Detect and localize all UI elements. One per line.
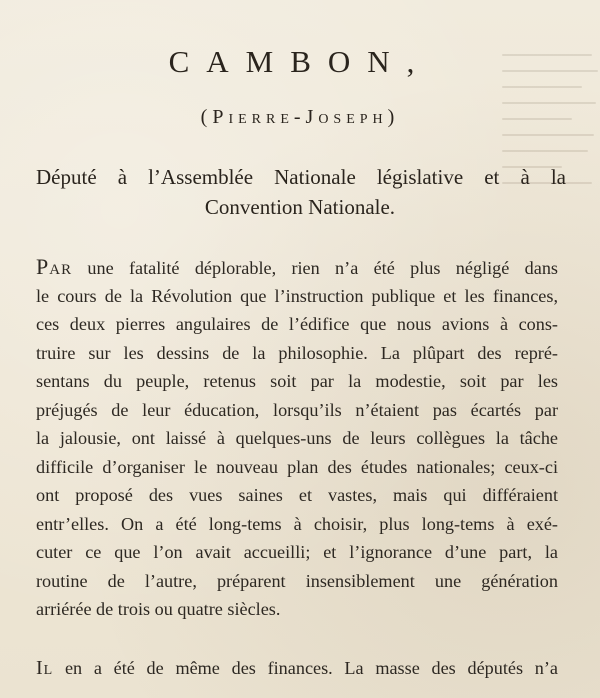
text-line: Par une fatalité déplorable, rien n’a été plus négligé dans xyxy=(36,254,558,279)
text-line: le cours de la Révolution que l’instruction publique et les finances, xyxy=(36,285,558,306)
text-line: Il en a été de même des finances. La masse des députés n’a xyxy=(36,657,558,679)
text-line: entr’elles. On a été long-tems à choisir, plus long-tems à exé- xyxy=(36,513,558,534)
text-line: difficile d’organiser le nouveau plan des études nationales; ceux-ci xyxy=(36,456,558,477)
heading-line-1: Député à l’Assemblée Nationale législative et à la xyxy=(36,165,566,189)
text-line: routine de l’autre, préparent insensiblement une génération xyxy=(36,570,558,591)
drop-cap: Par xyxy=(36,254,73,279)
text-line: truire sur les dessins de la philosophie. La plûpart des repré- xyxy=(36,342,558,363)
text-line: arriérée de trois ou quatre siècles. xyxy=(36,599,281,619)
heading-line-2: Convention Nationale. xyxy=(204,195,396,219)
text-line: la jalousie, ont laissé à quelques-uns de leurs collègues la tâche xyxy=(36,428,558,448)
page-subtitle: (Pierre-Joseph) xyxy=(200,106,400,128)
text-line: ces deux pierres angulaires de l’édifice que nous avions à cons- xyxy=(36,314,558,334)
text-line: préjugés de leur éducation, lorsqu’ils n’étaient pas écartés par xyxy=(36,399,558,420)
text-line: cuter ce que l’on avait accueilli; et l’ignorance d’une part, la xyxy=(36,542,558,562)
page-title: CAMBON, xyxy=(168,44,432,79)
text-line: sentans du peuple, retenus soit par la modestie, soit par les xyxy=(36,371,558,391)
drop-cap: Il xyxy=(36,657,54,679)
text-line: ont proposé des vues saines et vastes, mais qui différaient xyxy=(36,485,558,505)
